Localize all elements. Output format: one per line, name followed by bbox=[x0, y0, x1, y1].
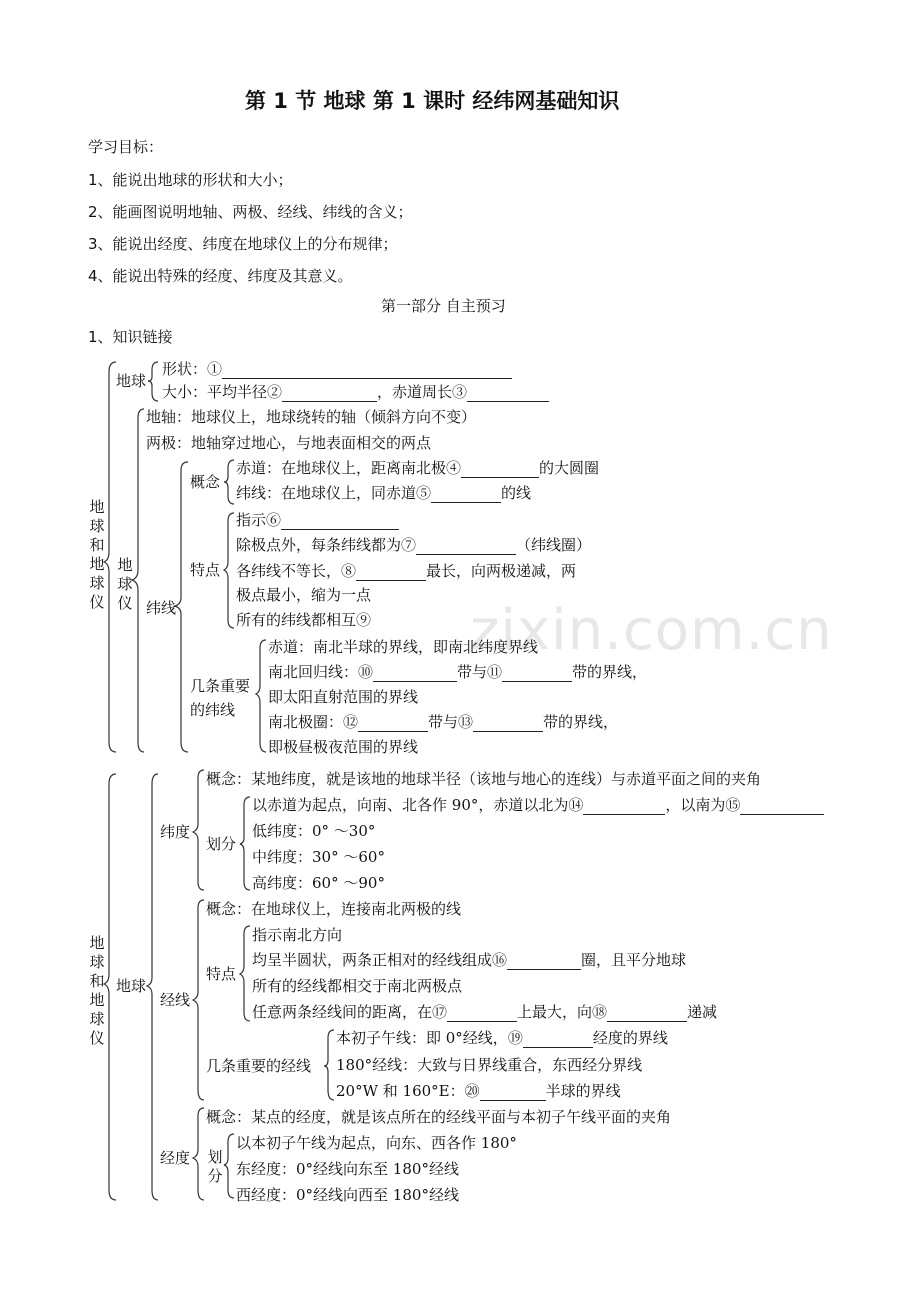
map2-meridian-f4-text-a: 任意两条经线间的距离，在⑰ bbox=[252, 1003, 448, 1021]
map1-earth-label: 地球 bbox=[116, 372, 147, 390]
map1-globe-label: 地球仪 bbox=[117, 556, 133, 612]
blank-17[interactable] bbox=[447, 1005, 517, 1022]
map1-feature-2-text-b: （纬线圈） bbox=[516, 536, 592, 554]
map1-poles: 两极：地轴穿过地心，与地表面相交的两点 bbox=[146, 434, 432, 452]
watermark: zixin.com.cn bbox=[470, 598, 833, 663]
map2-longitude-label: 经度 bbox=[160, 1149, 191, 1167]
objectives-heading: 学习目标： bbox=[88, 138, 164, 156]
map1-lat-line-label: 纬线 bbox=[146, 599, 177, 617]
map2-meridian-important-1 bbox=[336, 1028, 668, 1048]
map2-latitude-divide-2: 低纬度：0° ～30° bbox=[252, 822, 376, 840]
map2-meridian-important-2: 180°经线：大致与日界线重合，东西经分界线 bbox=[336, 1056, 643, 1074]
map1-size bbox=[162, 382, 549, 402]
blank-13[interactable] bbox=[473, 715, 543, 732]
map1-shape bbox=[162, 359, 512, 379]
map2-meridian-feature-2 bbox=[252, 950, 686, 970]
map2-latitude-divide-4: 高纬度：60° ～90° bbox=[252, 874, 385, 892]
map2-latitude-divide-label: 划分 bbox=[206, 835, 237, 853]
blank-10[interactable] bbox=[373, 665, 457, 682]
map1-equator-text-b: 的大圆圈 bbox=[539, 459, 600, 477]
map1-lat-text-a: 纬线：在地球仪上，同赤道⑤ bbox=[236, 484, 432, 502]
map2-meridian-f2-text-b: 圈，且平分地球 bbox=[581, 951, 687, 969]
map2-latitude-concept: 概念：某地纬度，就是该地的地球半径（该地与地心的连线）与赤道平面之间的夹角 bbox=[206, 770, 762, 788]
map1-equator-text-a: 赤道：在地球仪上，距离南北极④ bbox=[236, 459, 462, 477]
map2-meridian-f4-text-c: 递减 bbox=[687, 1003, 718, 1021]
map2-meridian-feature-1: 指示南北方向 bbox=[252, 926, 343, 944]
map1-features-label: 特点 bbox=[190, 561, 221, 579]
map1-lat-concept bbox=[236, 483, 531, 503]
blank-16[interactable] bbox=[507, 953, 581, 970]
blank-20[interactable] bbox=[480, 1084, 546, 1101]
part-heading: 第一部分 自主预习 bbox=[381, 297, 506, 315]
map2-meridian-feature-3: 所有的经线都相交于南北两极点 bbox=[252, 977, 463, 995]
map1-feature-2 bbox=[236, 535, 591, 555]
map2-meridian-f2-text-a: 均呈半圆状，两条正相对的经线组成⑯ bbox=[252, 951, 508, 969]
map1-important-4-text-b: 带与⑬ bbox=[428, 713, 474, 731]
blank-1[interactable] bbox=[222, 362, 512, 379]
map2-meridian-i3-text-b: 半球的界线 bbox=[545, 1082, 621, 1100]
map2-meridian-i1-text-a: 本初子午线：即 0°经线，⑲ bbox=[336, 1029, 523, 1047]
map2-meridian-i3-text-a: 20°W 和 160°E：⑳ bbox=[336, 1082, 480, 1100]
blank-19[interactable] bbox=[523, 1031, 593, 1048]
map1-important-5: 即极昼极夜范围的界线 bbox=[268, 738, 419, 756]
blank-7[interactable] bbox=[416, 538, 516, 555]
map2-earth-label: 地球 bbox=[116, 977, 147, 995]
map2-latitude-label: 纬度 bbox=[160, 823, 191, 841]
map1-root-label: 地球和地球仪 bbox=[89, 498, 105, 611]
map2-meridian-features-label: 特点 bbox=[206, 965, 237, 983]
blank-5[interactable] bbox=[431, 486, 501, 503]
blank-12[interactable] bbox=[358, 715, 428, 732]
map2-root-label: 地球和地球仪 bbox=[89, 934, 105, 1047]
map1-important-label-a: 几条重要 bbox=[190, 677, 251, 695]
map2-latitude-divide-3: 中纬度：30° ～60° bbox=[252, 848, 385, 866]
blank-6[interactable] bbox=[281, 513, 399, 530]
map2-longitude-divide-2: 东经度：0°经线向东至 180°经线 bbox=[236, 1160, 459, 1178]
map1-important-4 bbox=[268, 712, 618, 732]
blank-3[interactable] bbox=[467, 385, 549, 402]
map1-feature-1-text: 指示⑥ bbox=[236, 511, 282, 529]
map2-meridian-feature-4 bbox=[252, 1002, 717, 1022]
map1-important-2-text-b: 带与⑪ bbox=[457, 663, 503, 681]
map1-equator bbox=[236, 458, 599, 478]
map1-important-4-text-a: 南北极圈：⑫ bbox=[268, 713, 359, 731]
map2-meridian-label: 经线 bbox=[160, 991, 191, 1009]
map1-feature-1 bbox=[236, 510, 399, 530]
objective-item: 2、能画图说明地轴、两极、经线、纬线的含义； bbox=[88, 203, 413, 221]
map2-latitude-divide-1 bbox=[252, 795, 824, 815]
map1-lat-text-b: 的线 bbox=[501, 484, 532, 502]
map1-shape-text: 形状：① bbox=[162, 360, 223, 378]
map1-feature-3-text-b: 最长，向两极递减，两 bbox=[426, 562, 577, 580]
map2-meridian-concept: 概念：在地球仪上，连接南北两极的线 bbox=[206, 900, 462, 918]
map1-axis: 地轴：地球仪上，地球绕转的轴（倾斜方向不变） bbox=[146, 408, 477, 426]
map1-feature-4: 极点最小，缩为一点 bbox=[236, 586, 372, 604]
map2-latitude-d1-text-a: 以赤道为起点，向南、北各作 90°，赤道以北为⑭ bbox=[252, 796, 584, 814]
map1-important-3: 即太阳直射范围的界线 bbox=[268, 688, 419, 706]
objective-item: 3、能说出经度、纬度在地球仪上的分布规律； bbox=[88, 235, 398, 253]
map1-feature-3 bbox=[236, 561, 576, 581]
map2-meridian-important-label: 几条重要的经线 bbox=[206, 1057, 312, 1075]
blank-15[interactable] bbox=[740, 798, 824, 815]
map1-feature-5: 所有的纬线都相互⑨ bbox=[236, 611, 372, 629]
objective-item: 1、能说出地球的形状和大小； bbox=[88, 171, 293, 189]
blank-14[interactable] bbox=[583, 798, 665, 815]
blank-18[interactable] bbox=[607, 1005, 687, 1022]
map2-meridian-i1-text-b: 经度的界线 bbox=[592, 1029, 668, 1047]
map2-longitude-divide-label: 划分 bbox=[207, 1148, 223, 1185]
map2-longitude-concept: 概念：某点的经度，就是该点所在的经线平面与本初子午线平面的夹角 bbox=[206, 1108, 672, 1126]
map1-feature-3-text-a: 各纬线不等长，⑧ bbox=[236, 562, 357, 580]
map1-important-1: 赤道：南北半球的界线，即南北纬度界线 bbox=[268, 638, 539, 656]
map1-important-2-text-a: 南北回归线：⑩ bbox=[268, 663, 374, 681]
map2-meridian-important-3 bbox=[336, 1081, 621, 1101]
map2-longitude-divide-3: 西经度：0°经线向西至 180°经线 bbox=[236, 1186, 459, 1204]
map2-meridian-f4-text-b: 上最大，向⑱ bbox=[517, 1003, 608, 1021]
blank-2[interactable] bbox=[282, 385, 377, 402]
section-heading: 1、知识链接 bbox=[88, 328, 173, 346]
map1-size-text-a: 大小：平均半径② bbox=[162, 383, 283, 401]
map1-important-4-text-c: 带的界线， bbox=[543, 713, 619, 731]
map1-important-2 bbox=[268, 662, 647, 682]
map1-important-2-text-c: 带的界线， bbox=[572, 663, 648, 681]
map2-longitude-divide-1: 以本初子午线为起点，向东、西各作 180° bbox=[236, 1134, 517, 1152]
blank-4[interactable] bbox=[461, 461, 539, 478]
map1-important-label-b: 的纬线 bbox=[190, 701, 236, 719]
objective-item: 4、能说出特殊的经度、纬度及其意义。 bbox=[88, 267, 353, 285]
page-title: 第 1 节 地球 第 1 课时 经纬网基础知识 bbox=[245, 89, 620, 113]
map2-latitude-d1-text-b: ，以南为⑮ bbox=[665, 796, 741, 814]
map1-size-text-b: ，赤道周长③ bbox=[377, 383, 468, 401]
blank-8[interactable] bbox=[356, 564, 426, 581]
map1-feature-2-text-a: 除极点外，每条纬线都为⑦ bbox=[236, 536, 417, 554]
map1-concept-label: 概念 bbox=[190, 473, 221, 491]
blank-11[interactable] bbox=[502, 665, 572, 682]
